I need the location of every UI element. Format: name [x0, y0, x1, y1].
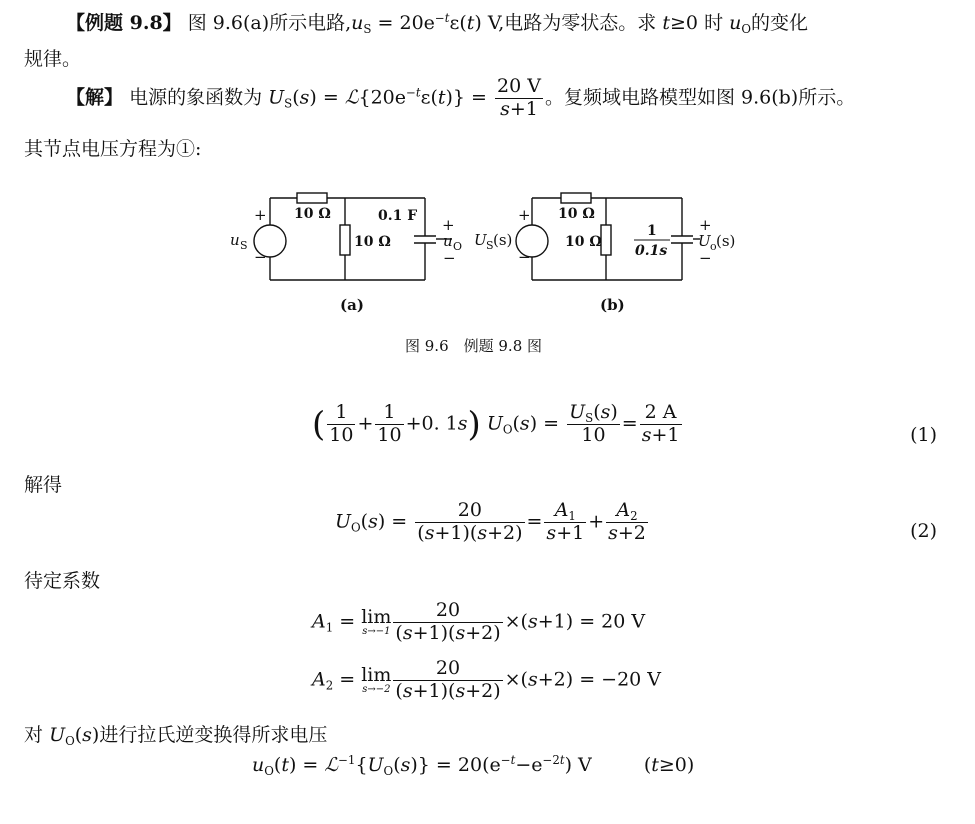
example-text-c: 时: [704, 12, 724, 34]
svg-text:U: U: [698, 232, 711, 250]
svg-text:+: +: [518, 206, 531, 224]
svg-text:10 Ω: 10 Ω: [354, 234, 391, 250]
svg-text:10 Ω: 10 Ω: [565, 234, 602, 250]
label-solve: 解得: [24, 474, 63, 496]
solution-text-a: 电源的象函数为: [129, 86, 263, 109]
example-text-d: 的变化: [751, 12, 809, 34]
svg-text:0.1 F: 0.1 F: [378, 208, 418, 224]
svg-text:+: +: [699, 216, 712, 234]
svg-text:O: O: [453, 240, 463, 253]
svg-text:+: +: [254, 206, 267, 224]
equation-a1: $A_1 = \lim$ s→−1 $\frac{20}{(s+1)(s+2)}$ ×(s+1) = 20 V: [312, 599, 646, 644]
example-text-b: V,电路为零状态。求: [487, 12, 657, 34]
svg-text:0.1s: 0.1s: [635, 243, 668, 259]
svg-text:U: U: [474, 231, 487, 249]
svg-text:u: u: [230, 231, 240, 249]
example-text-a: 图 9.6(a)所示电路,: [187, 12, 352, 34]
svg-text:u: u: [443, 232, 453, 250]
svg-text:−: −: [443, 249, 456, 267]
figure-label-a: (a): [340, 296, 364, 314]
final-result: $u_O(t)$ = $ℒ^{-1}\{U_O(s)\} = 20(e^{-t}-e^{-2t})$ V (t≥0): [252, 752, 695, 779]
svg-text:(s): (s): [716, 232, 736, 250]
solution-text-b: 。复频域电路模型如图 9.6(b)所示。: [544, 86, 856, 109]
solution-line-1: 【解】 电源的象函数为 $U_S(s)$ = $ℒ\{20e^{-t}\varepsilon(t)\}$ = $\frac{20 V}{s+1}$ 。复频域电路模型如图 9.6(b)所示。: [66, 75, 856, 120]
equation-1-number: (1): [910, 424, 937, 446]
figure-caption: 图 9.6 例题 9.8 图: [405, 337, 543, 355]
svg-text:−: −: [699, 249, 712, 267]
circuit-a: [254, 193, 452, 280]
resistor-shunt-b: [601, 225, 611, 255]
svg-text:1: 1: [647, 223, 657, 239]
solution-label: 【解】: [66, 86, 124, 109]
svg-text:10 Ω: 10 Ω: [558, 206, 595, 222]
example-line-2: 规律。: [24, 48, 82, 70]
circuit-figure: [220, 190, 740, 320]
label-coefficients: 待定系数: [24, 570, 101, 592]
circuit-b: [516, 193, 700, 280]
example-label: 【例题 9.8】: [66, 12, 182, 34]
resistor-series-a: [297, 193, 327, 203]
svg-text:o: o: [710, 240, 717, 253]
example-line-1: 【例题 9.8】 图 9.6(a)所示电路$,u_S = 20e^{-t}\varepsilon(t)$ V,电路为零状态。求 t≥0 时 $u_O$的变化: [66, 10, 809, 37]
svg-text:−: −: [254, 248, 267, 266]
svg-text:S: S: [240, 239, 248, 252]
resistor-series-b: [561, 193, 591, 203]
resistor-shunt-a: [340, 225, 350, 255]
figure-label-b: (b): [600, 296, 625, 314]
svg-text:+: +: [442, 216, 455, 234]
svg-text:S: S: [486, 239, 494, 252]
svg-text:−: −: [518, 248, 531, 266]
equation-2-number: (2): [910, 520, 937, 542]
equation-a2: $A_2 = \lim$ s→−2 $\frac{20}{(s+1)(s+2)}$ ×(s+2) = −20 V: [312, 657, 662, 702]
solution-line-2: 其节点电压方程为①:: [24, 138, 202, 160]
equation-1: ( $\frac{1}{10}$ + $\frac{1}{10}$ +0. 1s) $U_O(s)$ = $\frac{U_S(s)}{10}$ = $\frac{2 A}{s+1}$: [312, 401, 680, 446]
source-fraction: $\frac{20 V}{s+1}$: [497, 75, 541, 120]
svg-text:10 Ω: 10 Ω: [294, 206, 331, 222]
label-inverse: 对 $U_O(s)$进行拉氏逆变换得所求电压: [24, 724, 328, 749]
equation-2: $U_O(s)$ = $\frac{20}{(s+1)(s+2)}$ = $\frac{A_1}{s+1}$ + $\frac{A_2}{s+2}$: [335, 499, 646, 544]
svg-text:(s): (s): [493, 231, 513, 249]
